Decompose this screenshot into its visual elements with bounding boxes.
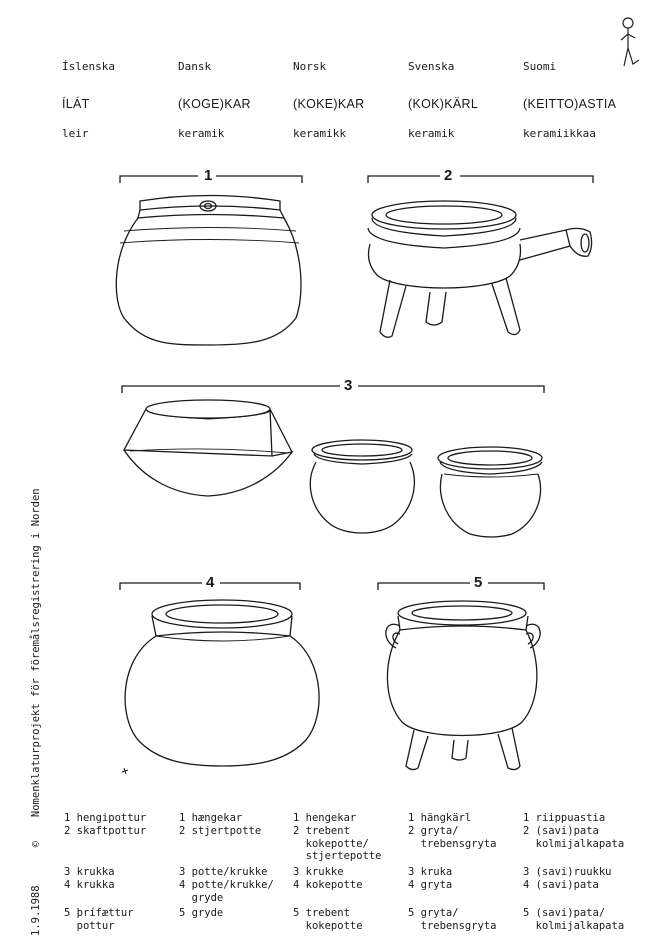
term-no-3: 3 krukke — [293, 866, 344, 878]
material-svenska: keramik — [408, 127, 455, 140]
term-no-5: 5 trebent kokepotte — [293, 907, 363, 932]
lang-label-islenska: Íslenska — [62, 60, 115, 73]
figure-bracket-4 — [120, 574, 300, 591]
vessel-5-tripod-cauldron — [386, 601, 540, 770]
term-is-5: 5 þrífættur pottur — [64, 907, 134, 932]
heading-suomi: (KEITTO)ASTIA — [523, 97, 617, 111]
vessel-3a-biconical-jar — [124, 400, 292, 496]
term-fi-2: 2 (savi)pata kolmijalkapata — [523, 825, 625, 850]
vessel-1-hanging-pot — [116, 196, 301, 346]
heading-dansk: (KOGE)KAR — [178, 97, 251, 111]
term-sv-1: 1 hängkärl — [408, 812, 472, 824]
figure-number-2: 2 — [444, 167, 453, 184]
term-da-4: 4 potte/krukke/ gryde — [179, 879, 274, 904]
vessel-3c-small-pot — [438, 447, 542, 537]
term-sv-5: 5 gryta/ trebensgryta — [408, 907, 497, 932]
heading-svenska: (KOK)KÄRL — [408, 97, 479, 111]
lang-label-suomi: Suomi — [523, 60, 557, 73]
vessel-3b-small-jar — [310, 440, 414, 533]
figure-number-1: 1 — [204, 167, 213, 184]
material-dansk: keramik — [178, 127, 225, 140]
term-da-1: 1 hængekar — [179, 812, 243, 824]
sidebar-date: 1.9.1988 — [30, 885, 42, 936]
term-sv-4: 4 gryta — [408, 879, 453, 891]
term-is-4: 4 krukka — [64, 879, 115, 891]
lang-label-svenska: Svenska — [408, 60, 455, 73]
material-suomi: keramiikkaa — [523, 127, 596, 140]
term-sv-3: 3 kruka — [408, 866, 453, 878]
term-fi-1: 1 riippuastia — [523, 812, 606, 824]
figure-number-3: 3 — [344, 377, 353, 394]
lang-label-norsk: Norsk — [293, 60, 327, 73]
figure-bracket-5 — [378, 574, 544, 591]
term-da-5: 5 gryde — [179, 907, 224, 919]
material-islenska: leir — [62, 127, 89, 140]
figure-bracket-1 — [120, 167, 302, 184]
term-is-3: 3 krukka — [64, 866, 115, 878]
figure-bracket-3 — [122, 377, 544, 394]
term-fi-5: 5 (savi)pata/ kolmijalkapata — [523, 907, 625, 932]
term-is-2: 2 skaftpottur — [64, 825, 147, 837]
heading-norsk: (KOKE)KAR — [293, 97, 365, 111]
term-no-4: 4 kokepotte — [293, 879, 363, 891]
term-fi-4: 4 (savi)pata — [523, 879, 599, 891]
vessel-2-skillet-pot — [368, 201, 592, 337]
term-no-2: 2 trebent kokepotte/ stjertepotte — [293, 825, 382, 862]
material-norsk: keramikk — [293, 127, 346, 140]
vessel-4-large-pot — [125, 600, 319, 766]
heading-islenska: ÍLÁT — [62, 97, 90, 111]
term-no-1: 1 hengekar — [293, 812, 357, 824]
sidebar-project: Nomenklaturprojekt för föremålsregistrering i Norden — [30, 488, 42, 818]
figure-number-4: 4 — [206, 574, 215, 591]
term-sv-2: 2 gryta/ trebensgryta — [408, 825, 497, 850]
term-is-1: 1 hengipottur — [64, 812, 147, 824]
copyright-icon: © — [30, 841, 42, 848]
small-mark-icon — [122, 768, 128, 774]
term-fi-3: 3 (savi)ruukku — [523, 866, 612, 878]
lang-label-dansk: Dansk — [178, 60, 212, 73]
term-da-3: 3 potte/krukke — [179, 866, 268, 878]
figure-bracket-2 — [368, 167, 593, 184]
term-da-2: 2 stjertpotte — [179, 825, 262, 837]
figure-number-5: 5 — [474, 574, 483, 591]
